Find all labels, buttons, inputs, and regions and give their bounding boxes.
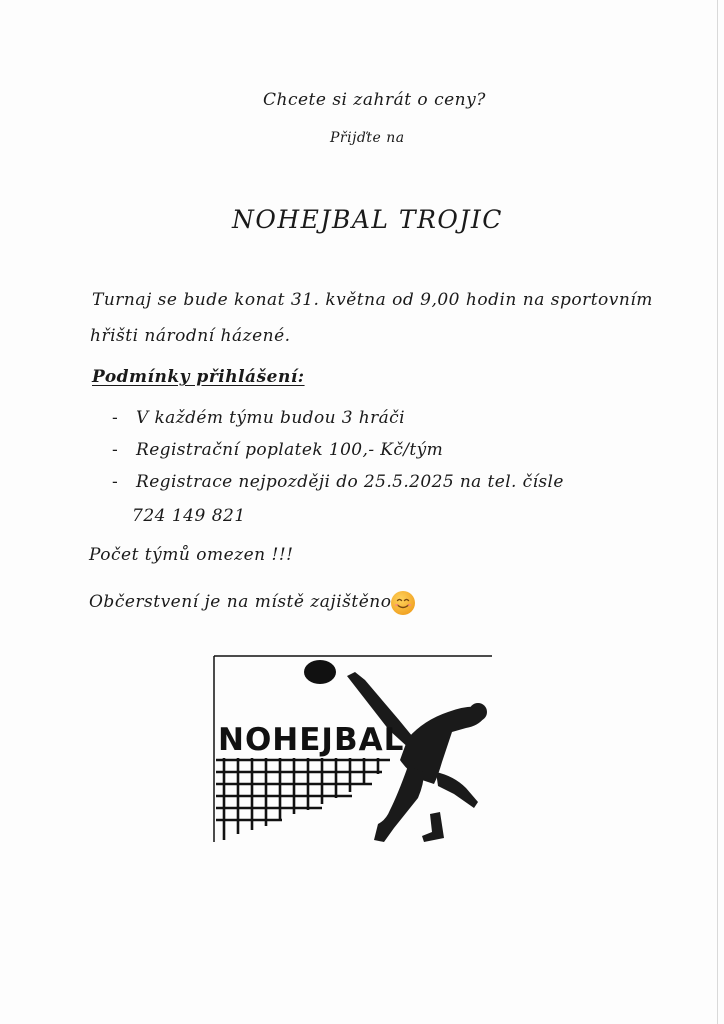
intro-question: Chcete si zahrát o ceny? [263,90,486,110]
bullet-dash: - [112,472,119,492]
condition-item [112,408,564,440]
smiling-face-icon [390,590,416,616]
logo-text: NOHEJBAL [218,722,405,758]
bullet-dash: - [112,408,119,428]
intro-invite: Přijďte na [330,130,405,146]
registration-phone: 724 149 821 [132,506,246,526]
net-graphic [216,758,390,840]
condition-text: V každém týmu budou 3 hráči [136,408,405,428]
condition-text: Registrační poplatek 100,- Kč/tým [136,440,444,460]
condition-item [112,472,564,504]
nohejbal-logo [212,654,494,844]
condition-text: Registrace nejpozději do 25.5.2025 na tel. čísle [136,472,564,492]
team-limit-note: Počet týmů omezen !!! [89,545,294,565]
conditions-heading: Podmínky přihlášení: [92,367,305,387]
page-edge-line [717,0,718,1024]
condition-item [112,440,564,472]
tournament-info-line-1: Turnaj se bude konat 31. května od 9,00 hodin na sportovním [92,290,653,310]
poster-title: NOHEJBAL TROJIC [232,205,503,234]
refreshments-note: Občerstvení je na místě zajištěno [89,592,392,612]
conditions-list [112,408,564,504]
tournament-info-line-2: hřišti národní házené. [90,326,291,346]
bullet-dash: - [112,440,119,460]
